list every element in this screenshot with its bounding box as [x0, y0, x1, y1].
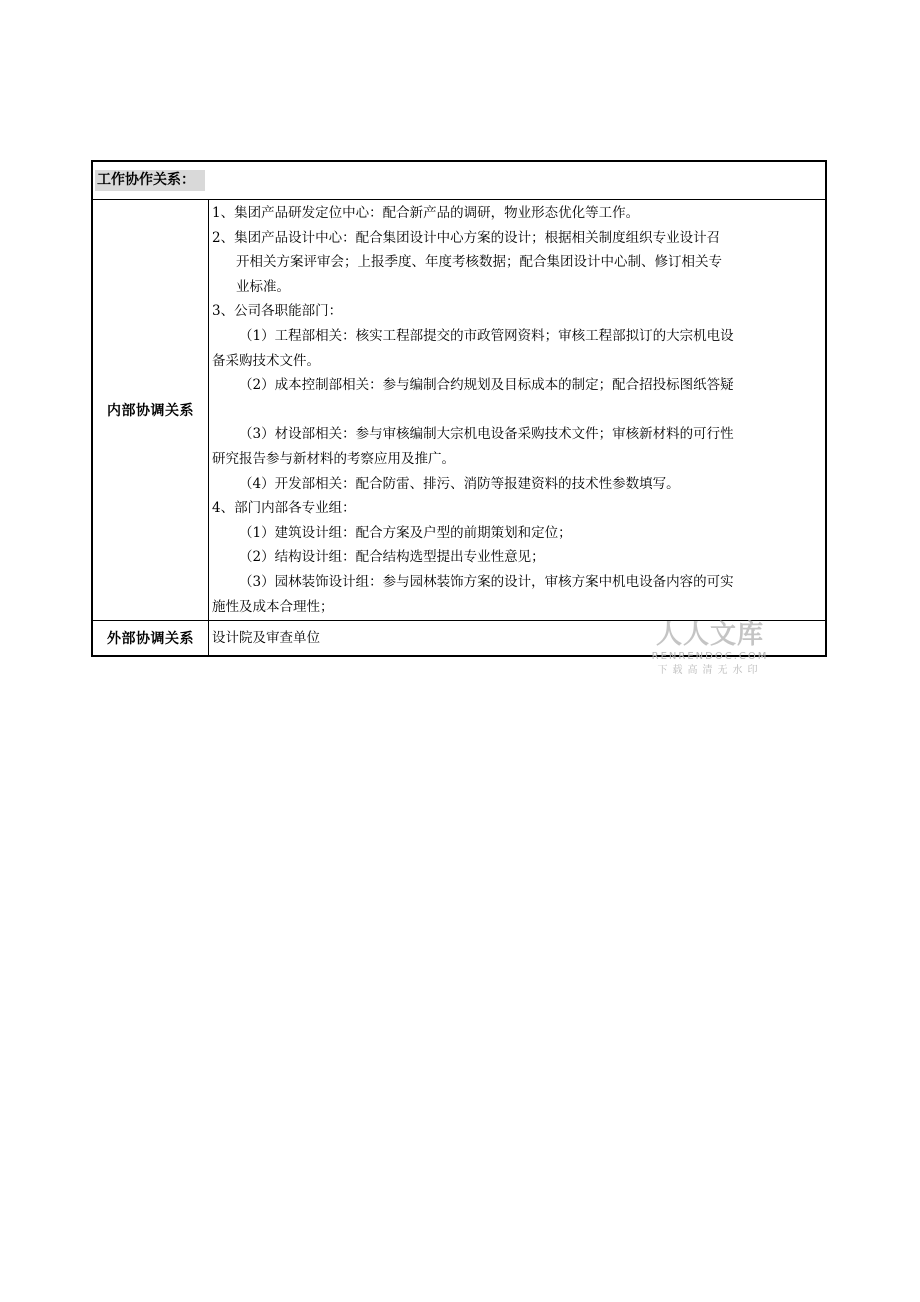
- watermark-domain: RENRENDOC.COM: [651, 651, 769, 662]
- list-item: （1）建筑设计组：配合方案及户型的前期策划和定位；: [239, 524, 572, 541]
- list-item: （1）工程部相关：核实工程部提交的市政管网资料；审核工程部拟订的大宗机电设: [239, 327, 734, 344]
- watermark-slogan: 下载高清无水印: [657, 665, 763, 676]
- list-item: 研究报告参与新材料的考察应用及推广。: [212, 450, 455, 467]
- external-coordination-label: 外部协调关系: [93, 621, 209, 655]
- external-coordination-content: 设计院及审查单位: [212, 630, 320, 647]
- watermark-title: 人人文库: [655, 620, 764, 650]
- list-item: 施性及成本合理性；: [212, 598, 334, 615]
- table-header-row: [93, 162, 825, 200]
- list-item: 2、集团产品设计中心：配合集团设计中心方案的设计；根据相关制度组织专业设计召: [212, 229, 721, 246]
- list-item: （3）园林装饰设计组：参与园林装饰方案的设计，审核方案中机电设备内容的可实: [239, 573, 734, 590]
- blank-line: [212, 398, 822, 423]
- watermark-logo: [648, 620, 772, 678]
- list-item: 备采购技术文件。: [212, 352, 320, 369]
- internal-coordination-row: [93, 200, 825, 621]
- list-item: （2）结构设计组：配合结构选型提出专业性意见；: [239, 549, 545, 566]
- list-item: 4、部门内部各专业组：: [212, 500, 356, 517]
- list-item: （4）开发部相关：配合防雷、排污、消防等报建资料的技术性参数填写。: [239, 475, 680, 492]
- internal-coordination-content: [209, 200, 825, 620]
- list-item: （3）材设部相关：参与审核编制大宗机电设备采购技术文件；审核新材料的可行性: [239, 426, 734, 443]
- list-item: 1、集团产品研发定位中心：配合新产品的调研，物业形态优化等工作。: [212, 205, 640, 221]
- work-collaboration-table: [91, 160, 827, 657]
- list-item: 3、公司各职能部门：: [212, 303, 343, 320]
- section-title: 工作协作关系：: [95, 170, 205, 191]
- internal-coordination-label: 内部协调关系: [93, 200, 209, 620]
- list-item: 业标准。: [236, 278, 290, 295]
- list-item: 开相关方案评审会；上报季度、年度考核数据；配合集团设计中心制、修订相关专: [236, 254, 722, 271]
- list-item: （2）成本控制部相关：参与编制合约规划及目标成本的制定；配合招投标图纸答疑: [239, 377, 734, 394]
